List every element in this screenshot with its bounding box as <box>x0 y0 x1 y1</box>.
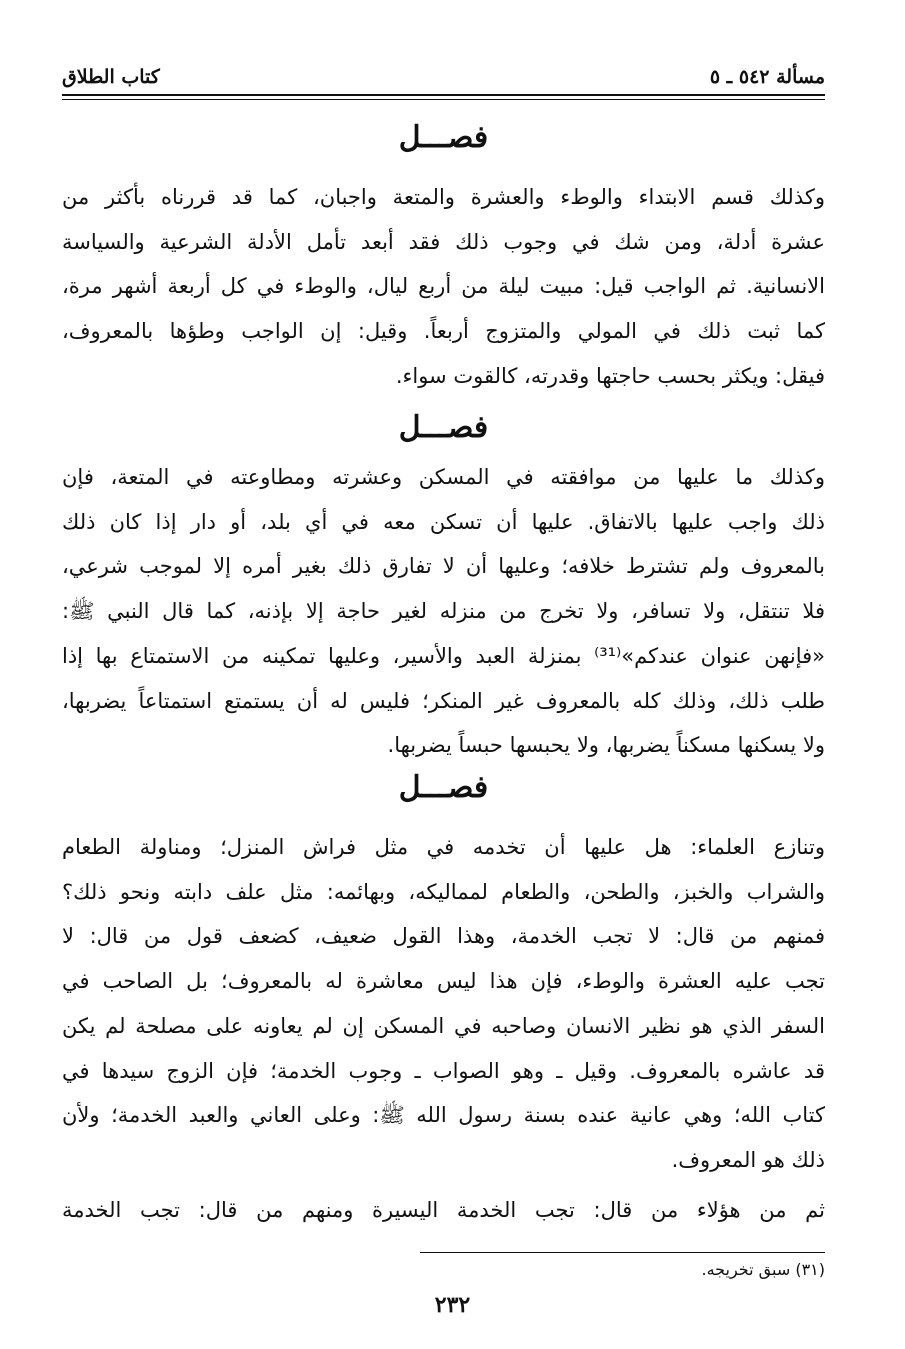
text-line: ولا يسكنها مسكناً يضربها، ولا يحبسها حبساً يضربها. <box>387 733 825 758</box>
text-line: السفر الذي هو نظير الانسان وصاحبه في المسكن إن لم يعاونه على مصلحة لم يكن <box>62 1013 825 1038</box>
text-line: ثم من هؤلاء من قال: تجب الخدمة اليسيرة ومنهم من قال: تجب الخدمة <box>62 1198 825 1222</box>
section-heading-2: فصـــل <box>398 410 489 445</box>
text-line: بالمعروف ولم تشترط خلافه؛ وعليها أن لا تفارق ذلك بغير أمره إلا لموجب شرعي، <box>62 554 825 579</box>
header-rule-thick <box>62 94 825 96</box>
header-book-title: كتاب الطلاق <box>62 66 160 88</box>
continuation-paragraph <box>62 1188 825 1233</box>
section-2-paragraph <box>62 455 825 768</box>
text-line: كما ثبت ذلك في المولي والمتزوج أربعاً. وقيل: إن الواجب وطؤها بالمعروف، <box>62 319 825 344</box>
text-line: فمنهم من قال: لا تجب الخدمة، وهذا القول ضعيف، كضعف قول من قال: لا <box>62 924 825 949</box>
section-heading-1: فصـــل <box>398 120 489 155</box>
text-line: الانسانية. ثم الواجب قيل: مبيت ليلة من أربع ليال، والوطء في كل أربعة أشهر مرة، <box>62 274 825 299</box>
footnote-rule <box>420 1252 825 1253</box>
footnote: (٣١) سبق تخريجه. <box>701 1260 825 1279</box>
text-line: ذلك واجب عليها بالاتفاق. عليها أن تسكن معه في أي بلد، أو دار إذا كان ذلك <box>62 509 825 534</box>
section-heading-3: فصـــل <box>398 770 489 805</box>
text-line: والشراب والخبز، والطحن، والطعام لمماليكه، وبهائمه: مثل علف دابته ونحو ذلك؟ <box>62 879 825 904</box>
section-1-paragraph <box>62 175 825 399</box>
text-line: فلا تنتقل، ولا تسافر، ولا تخرج من منزله لغير حاجة إلا بإذنه، كما قال النبي ﷺ: <box>62 599 825 624</box>
text-line: ذلك هو المعروف. <box>671 1147 825 1172</box>
text-line: طلب ذلك، وذلك كله بالمعروف غير المنكر؛ فليس له أن يستمتع استمتاعاً يضربها، <box>62 688 825 713</box>
text-line: عشرة أدلة، ومن شك في وجوب ذلك فقد أبعد تأمل الأدلة الشرعية والسياسة <box>62 229 825 254</box>
running-header <box>62 56 825 88</box>
page-number: ٢٣٢ <box>434 1292 471 1318</box>
text-line: فيقل: ويكثر بحسب حاجتها وقدرته، كالقوت سواء. <box>395 363 825 388</box>
text-line: وكذلك قسم الابتداء والوطء والعشرة والمتعة واجبان، كما قد قررناه بأكثر من <box>62 185 825 209</box>
text-line: تجب عليه العشرة والوطء، فإن هذا ليس معاشرة له بالمعروف؛ بل الصاحب في <box>62 969 825 994</box>
section-3-paragraph <box>62 825 825 1183</box>
header-rule-thin <box>62 99 825 100</box>
text-line: وتنازع العلماء: هل عليها أن تخدمه في مثل فراش المنزل؛ ومناولة الطعام <box>62 835 825 859</box>
text-line: «فإنهن عنوان عندكم»⁽³¹⁾ بمنزلة العبد والأسير، وعليها تمكينه من الاستمتاع بها إذا <box>62 643 825 668</box>
header-issue-number: مسألة ٥٤٢ ـ ٥ <box>709 66 825 88</box>
text-line: كتاب الله؛ وهي عانية عنده بسنة رسول الله ﷺ: وعلى العاني والعبد الخدمة؛ ولأن <box>62 1103 825 1128</box>
text-line: قد عاشره بالمعروف. وقيل ـ وهو الصواب ـ وجوب الخدمة؛ فإن الزوج سيدها في <box>62 1058 825 1083</box>
text-line: وكذلك ما عليها من موافقته في المسكن وعشرته ومطاوعته في المتعة، فإن <box>62 465 825 489</box>
